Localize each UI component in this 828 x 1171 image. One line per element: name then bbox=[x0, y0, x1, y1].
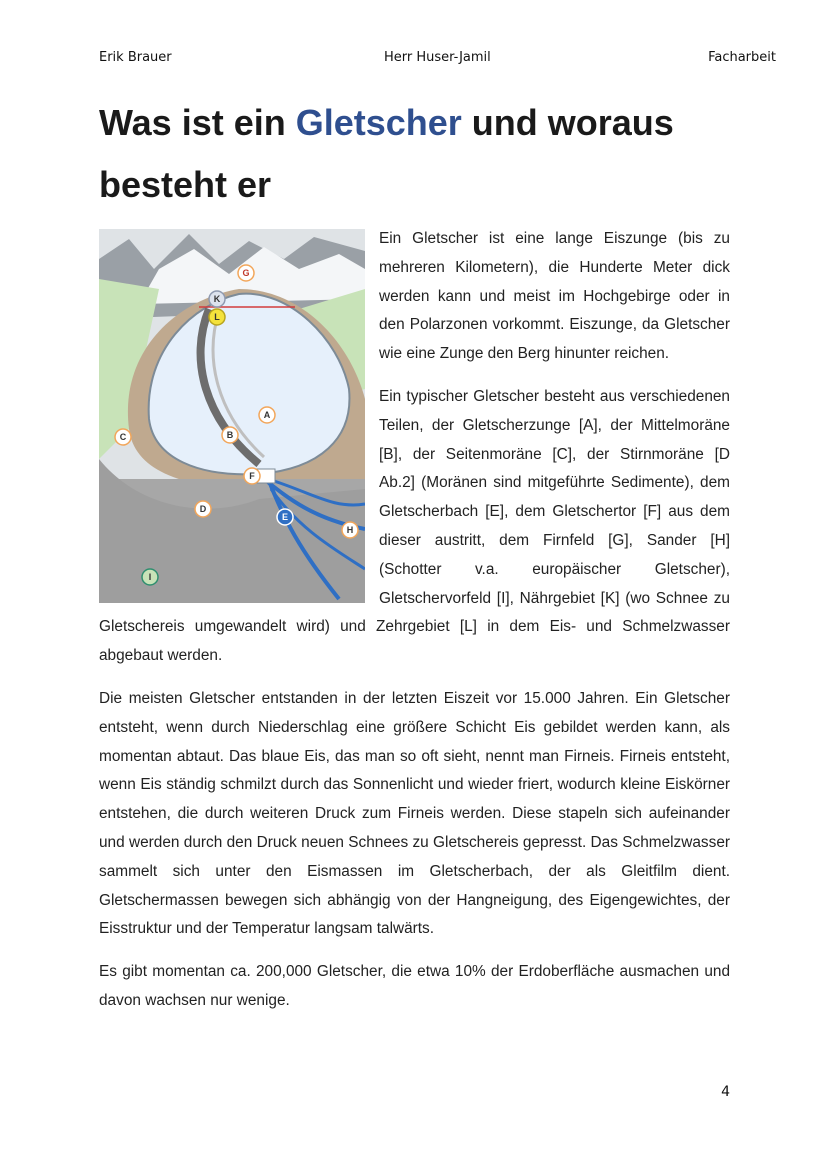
header-author: Erik Brauer bbox=[99, 50, 172, 65]
header-doc-type: Facharbeit bbox=[708, 50, 776, 65]
glacier-diagram-figure bbox=[99, 229, 365, 603]
main-content bbox=[99, 225, 730, 1030]
svg-text:K: K bbox=[213, 294, 221, 304]
label-F bbox=[244, 468, 260, 484]
label-H bbox=[342, 522, 358, 538]
svg-text:F: F bbox=[249, 471, 255, 481]
svg-text:C: C bbox=[119, 432, 127, 442]
page-header bbox=[99, 50, 776, 70]
label-D bbox=[195, 501, 211, 517]
svg-text:D: D bbox=[199, 504, 207, 514]
page-number: 4 bbox=[721, 1084, 730, 1100]
label-G bbox=[238, 265, 254, 281]
label-E bbox=[277, 509, 293, 525]
paragraph-intro: Ein Gletscher ist eine lange Eiszunge (bis zu mehreren Kilometern), die Hunderte Meter dick werden kann und meist im Hochgebirge oder in den Polarzonen vorkommt. Eiszunge, da Gletscher wie eine Zunge den Berg hinunter reichen. bbox=[379, 230, 730, 363]
label-B bbox=[222, 427, 238, 443]
svg-text:I: I bbox=[148, 572, 152, 582]
glacier-diagram bbox=[99, 229, 365, 603]
paragraph-parts: Ein typischer Gletscher besteht aus verschiedenen Teilen, der Gletscherzunge [A], der Mittelmoräne [B], der Seitenmoräne [C], der Stirnmoräne [D Ab.2] (Moränen sind mitgeführte Sedimente), dem Gletscherbach [E], dem Gletschertor [F] aus dem dieser austritt, dem Firnfeld [G], Sander [H] (Schotter v.a. europäischer Gletscher), Gletschervorfeld [I], Nährgebiet [K] (wo Schnee zu Gletschereis umgewandelt wird) und Zehrgebiet [L] in dem Eis- und Schmelzwasser abgebaut werden. bbox=[99, 387, 730, 665]
svg-text:G: G bbox=[242, 268, 250, 278]
title-part1: Was ist ein bbox=[99, 102, 296, 143]
label-I bbox=[142, 569, 158, 585]
label-A bbox=[259, 407, 275, 423]
svg-text:L: L bbox=[214, 312, 220, 322]
svg-text:B: B bbox=[226, 430, 234, 440]
label-L bbox=[209, 309, 225, 325]
svg-text:H: H bbox=[346, 525, 354, 535]
label-K bbox=[209, 291, 225, 307]
label-C bbox=[115, 429, 131, 445]
svg-text:A: A bbox=[263, 410, 271, 420]
paragraph-formation: Die meisten Gletscher entstanden in der letzten Eiszeit vor 15.000 Jahren. Ein Gletscher entsteht, wenn durch Niederschlag eine größere Schicht Eis gebildet werden kann, als momentan abtaut. Das blaue Eis, das man so oft sieht, nennt man Firneis. Firneis entsteht, wenn Eis ständig schmilzt durch das Sonnenlicht und wieder friert, wodurch kleine Eiskörner entstehen, die durch weiteren Druck zum Firneis werden. Diese stapeln sich aufeinander und werden durch den Druck neuen Schnees zu Gletschereis gepresst. Das Schmelzwasser sammelt sich unter den Eismassen im Gletscherbach, der als Gleitfilm dient. Gletschermassen bewegen sich abhängig von der Hangneigung, des Eigengewichtes, der Eisstruktur und der Temperatur langsam talwärts. bbox=[99, 689, 730, 938]
title-accent: Gletscher bbox=[295, 102, 462, 143]
title-part2: und woraus besteht er bbox=[99, 102, 674, 205]
paragraph-count: Es gibt momentan ca. 200,000 Gletscher, die etwa 10% der Erdoberfläche ausmachen und davon wachsen nur wenige. bbox=[99, 963, 730, 1009]
header-teacher: Herr Huser-Jamil bbox=[384, 50, 491, 65]
page-title bbox=[99, 92, 739, 216]
svg-text:E: E bbox=[281, 512, 289, 522]
